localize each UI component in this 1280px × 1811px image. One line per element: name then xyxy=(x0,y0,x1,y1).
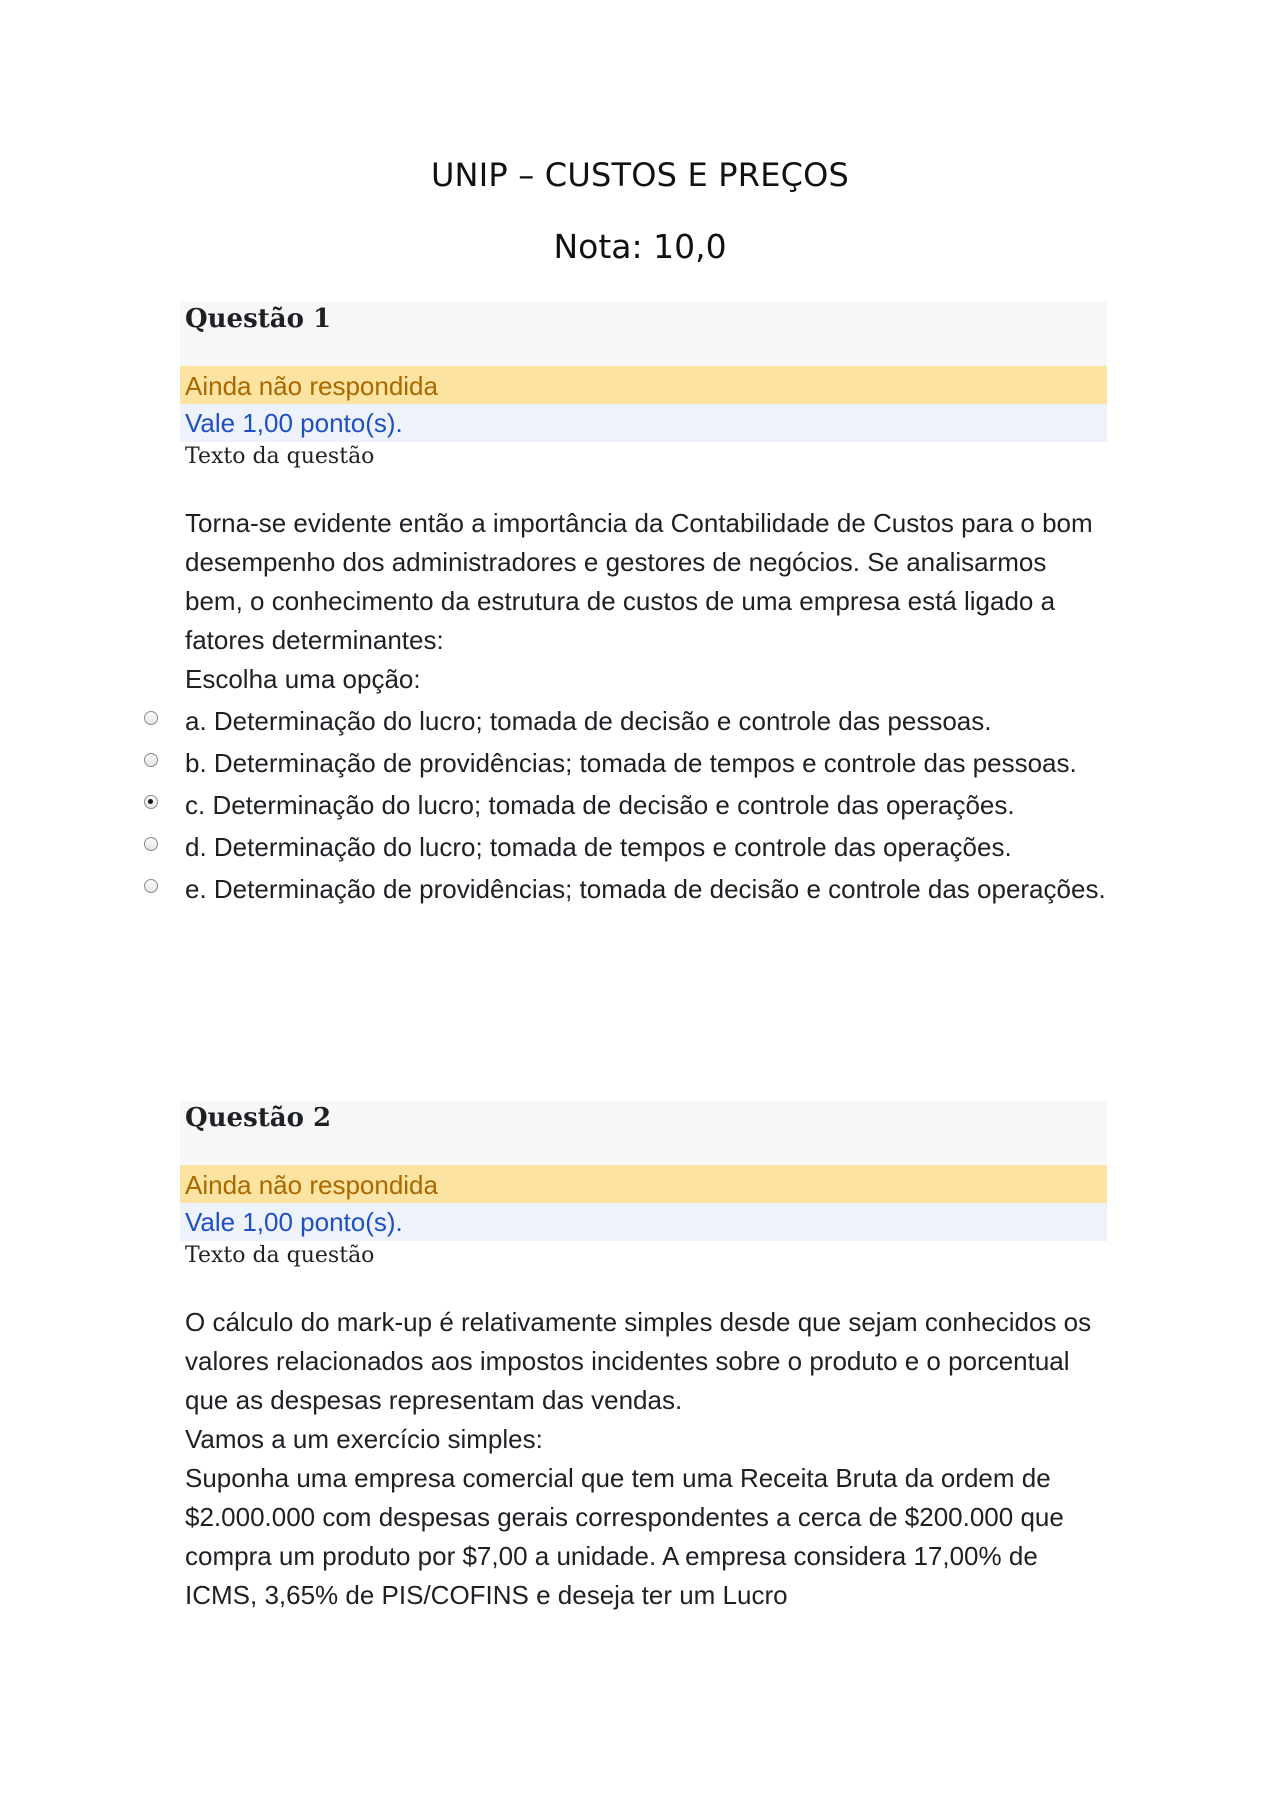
question-paragraph: O cálculo do mark-up é relativamente simples desde que sejam conhecidos os valores relacionados aos impostos incidentes sobre o produto e o porcentual que as despesas representam das vendas. xyxy=(185,1307,1092,1415)
radio-c[interactable] xyxy=(144,795,158,809)
answer-label: b. Determinação de providências; tomada de tempos e controle das pessoas. xyxy=(185,748,1077,778)
question-1 xyxy=(180,302,1107,909)
answer-label: c. Determinação do lucro; tomada de decisão e controle das operações. xyxy=(185,790,1015,820)
answer-option-c[interactable] xyxy=(180,786,1107,825)
answer-list xyxy=(180,702,1107,909)
radio-a[interactable] xyxy=(144,711,158,725)
answer-label: a. Determinação do lucro; tomada de decisão e controle das pessoas. xyxy=(185,706,992,736)
answer-option-b[interactable] xyxy=(180,744,1107,783)
question-header: Questão 1 xyxy=(180,302,1107,366)
question-status: Ainda não respondida xyxy=(180,1165,1107,1203)
question-header: Questão 2 xyxy=(180,1101,1107,1165)
radio-e[interactable] xyxy=(144,879,158,893)
answer-label: d. Determinação do lucro; tomada de tempos e controle das operações. xyxy=(185,832,1012,862)
radio-d[interactable] xyxy=(144,837,158,851)
answer-option-a[interactable] xyxy=(180,702,1107,741)
question-text-label: Texto da questão xyxy=(185,444,375,469)
answer-prompt: Escolha uma opção: xyxy=(185,664,421,694)
question-body xyxy=(180,504,1107,660)
answer-option-d[interactable] xyxy=(180,828,1107,867)
answer-label: e. Determinação de providências; tomada de decisão e controle das operações. xyxy=(185,874,1106,904)
question-status: Ainda não respondida xyxy=(180,366,1107,404)
question-2 xyxy=(180,1101,1107,1615)
question-paragraph: Suponha uma empresa comercial que tem uma Receita Bruta da ordem de $2.000.000 com despesas gerais correspondentes a cerca de $200.000 que compra um produto por $7,00 a unidade. A empresa considera 17,00% de ICMS, 3,65% de PIS/COFINS e deseja ter um Lucro xyxy=(185,1463,1064,1610)
question-text: Torna-se evidente então a importância da Contabilidade de Custos para o bom desempenho dos administradores e gestores de negócios. Se analisarmos bem, o conhecimento da estrutura de custos de uma empresa está ligado a fatores determinantes: xyxy=(185,508,1093,655)
radio-b[interactable] xyxy=(144,753,158,767)
question-text-label: Texto da questão xyxy=(185,1243,375,1268)
answer-option-e[interactable] xyxy=(180,870,1107,909)
document-grade: Nota: 10,0 xyxy=(553,227,727,266)
question-paragraph: Vamos a um exercício simples: xyxy=(185,1424,543,1454)
question-points: Vale 1,00 ponto(s). xyxy=(180,404,1107,442)
question-body xyxy=(180,1303,1107,1615)
document-title: UNIP – CUSTOS E PREÇOS xyxy=(430,156,850,194)
question-points: Vale 1,00 ponto(s). xyxy=(180,1203,1107,1241)
